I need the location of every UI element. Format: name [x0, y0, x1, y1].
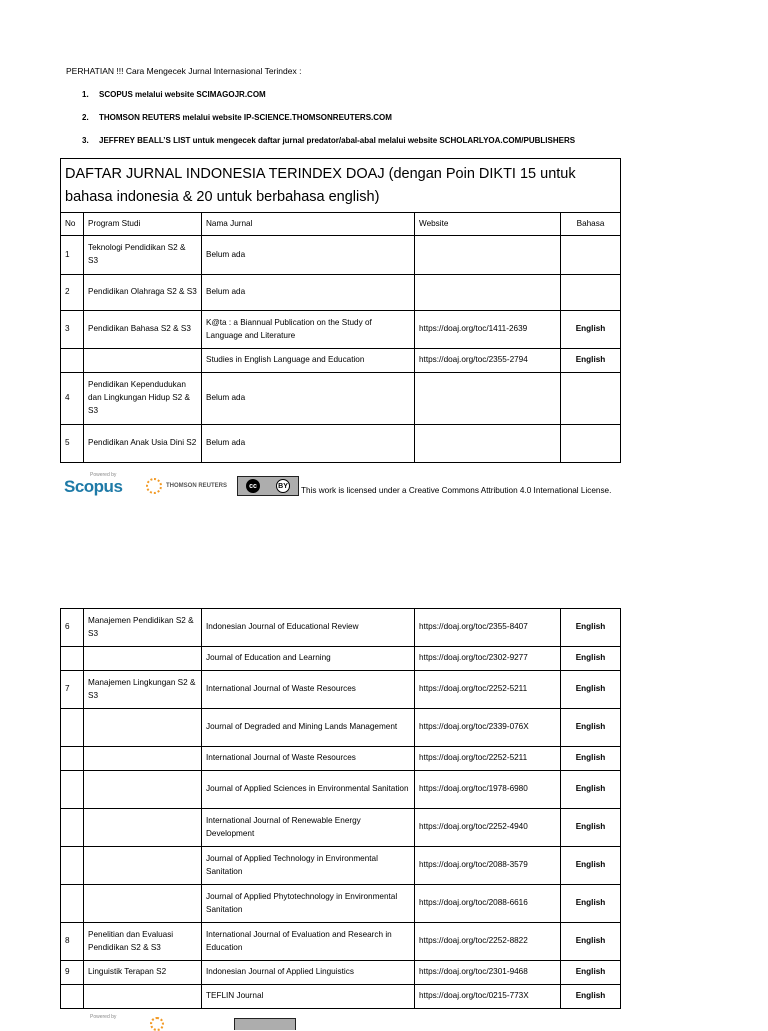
- cell-program: [84, 747, 202, 771]
- journal-table-2: [60, 608, 621, 1009]
- cell-no: [61, 771, 84, 809]
- cell-no: 6: [61, 609, 84, 647]
- cell-no: 4: [61, 373, 84, 425]
- by-icon: BY: [276, 479, 290, 493]
- step-item: 2. THOMSON REUTERS melalui website IP-SCIENCE.THOMSONREUTERS.COM: [82, 113, 575, 136]
- cell-website: https://doaj.org/toc/2088-6616: [415, 885, 561, 923]
- cell-journal: Journal of Applied Sciences in Environmental Sanitation: [202, 771, 415, 809]
- cell-language: [561, 425, 621, 463]
- cell-journal: International Journal of Waste Resources: [202, 747, 415, 771]
- cell-program: Manajemen Lingkungan S2 & S3: [84, 671, 202, 709]
- cell-program: [84, 709, 202, 747]
- cell-journal: Belum ada: [202, 425, 415, 463]
- cell-program: Linguistik Terapan S2: [84, 961, 202, 985]
- cell-no: 8: [61, 923, 84, 961]
- table-row: [61, 771, 621, 809]
- step-text: THOMSON REUTERS melalui website IP-SCIENCE.THOMSONREUTERS.COM: [99, 113, 392, 122]
- cell-language: English: [561, 809, 621, 847]
- cell-no: 7: [61, 671, 84, 709]
- steps-list: [82, 90, 575, 159]
- cell-journal: Studies in English Language and Education: [202, 349, 415, 373]
- cell-website: https://doaj.org/toc/2088-3579: [415, 847, 561, 885]
- table-title: DAFTAR JURNAL INDONESIA TERINDEX DOAJ (dengan Poin DIKTI 15 untuk bahasa indonesia & 20 untuk berbahasa english): [61, 159, 621, 213]
- cell-website: https://doaj.org/toc/2252-5211: [415, 747, 561, 771]
- cell-program: Pendidikan Anak Usia Dini S2: [84, 425, 202, 463]
- table-row: [61, 923, 621, 961]
- cell-journal: Journal of Applied Phytotechnology in Environmental Sanitation: [202, 885, 415, 923]
- cell-no: 3: [61, 311, 84, 349]
- cell-program: Pendidikan Bahasa S2 & S3: [84, 311, 202, 349]
- cell-journal: International Journal of Evaluation and Research in Education: [202, 923, 415, 961]
- step-item: 1. SCOPUS melalui website SCIMAGOJR.COM: [82, 90, 575, 113]
- table-row: [61, 425, 621, 463]
- cell-no: [61, 885, 84, 923]
- cell-journal: Journal of Education and Learning: [202, 647, 415, 671]
- cell-website: https://doaj.org/toc/2301-9468: [415, 961, 561, 985]
- cell-language: English: [561, 847, 621, 885]
- cell-program: [84, 771, 202, 809]
- table-row: [61, 885, 621, 923]
- cell-website: https://doaj.org/toc/0215-773X: [415, 985, 561, 1009]
- creative-commons-badge[interactable]: [234, 1018, 296, 1030]
- cell-no: [61, 985, 84, 1009]
- cell-program: [84, 809, 202, 847]
- cell-no: 1: [61, 236, 84, 275]
- cell-website: https://doaj.org/toc/2252-5211: [415, 671, 561, 709]
- footer-logos-cutoff: [64, 1014, 296, 1028]
- table-row: [61, 961, 621, 985]
- cell-program: [84, 885, 202, 923]
- cell-website: https://doaj.org/toc/1978-6980: [415, 771, 561, 809]
- cell-journal: Indonesian Journal of Educational Review: [202, 609, 415, 647]
- cell-program: [84, 647, 202, 671]
- cell-no: [61, 847, 84, 885]
- cell-no: [61, 809, 84, 847]
- thomson-reuters-logo: THOMSON REUTERS: [166, 483, 228, 489]
- intro-text: PERHATIAN !!! Cara Mengecek Jurnal Internasional Terindex :: [66, 66, 302, 76]
- table-row: [61, 349, 621, 373]
- cell-program: Penelitian dan Evaluasi Pendidikan S2 & S3: [84, 923, 202, 961]
- license-text: This work is licensed under a Creative Commons Attribution 4.0 International License.: [301, 485, 612, 495]
- cell-journal: Indonesian Journal of Applied Linguistics: [202, 961, 415, 985]
- table-row: [61, 311, 621, 349]
- cell-program: [84, 847, 202, 885]
- header-no: No: [61, 213, 84, 236]
- header-program: Program Studi: [84, 213, 202, 236]
- cell-language: English: [561, 349, 621, 373]
- journal-table-1: [60, 158, 621, 463]
- cell-language: [561, 275, 621, 311]
- cell-journal: Journal of Applied Technology in Environmental Sanitation: [202, 847, 415, 885]
- creative-commons-badge[interactable]: [237, 476, 299, 496]
- cell-language: English: [561, 923, 621, 961]
- table-row: [61, 809, 621, 847]
- powered-by-text: Powered by: [90, 1014, 117, 1020]
- step-text: SCOPUS melalui website SCIMAGOJR.COM: [99, 90, 266, 99]
- table-row: [61, 747, 621, 771]
- cell-language: English: [561, 961, 621, 985]
- table-row: [61, 609, 621, 647]
- cell-program: [84, 985, 202, 1009]
- cell-journal: TEFLIN Journal: [202, 985, 415, 1009]
- cell-website: https://doaj.org/toc/2355-2794: [415, 349, 561, 373]
- cell-program: [84, 349, 202, 373]
- cell-language: English: [561, 647, 621, 671]
- cell-no: 5: [61, 425, 84, 463]
- cell-language: English: [561, 671, 621, 709]
- table-row: [61, 275, 621, 311]
- cell-language: English: [561, 885, 621, 923]
- cell-program: Teknologi Pendidikan S2 & S3: [84, 236, 202, 275]
- step-item: 3. JEFFREY BEALL’S LIST untuk mengecek daftar jurnal predator/abal-abal melalui website SCHOLARLYOA.COM/PUBLISHERS: [82, 136, 575, 159]
- cell-website: [415, 373, 561, 425]
- cell-language: [561, 373, 621, 425]
- cell-language: English: [561, 771, 621, 809]
- cell-website: https://doaj.org/toc/2355-8407: [415, 609, 561, 647]
- header-journal: Nama Jurnal: [202, 213, 415, 236]
- table-row: [61, 236, 621, 275]
- cell-no: [61, 709, 84, 747]
- cell-language: English: [561, 609, 621, 647]
- cell-journal: International Journal of Renewable Energy Development: [202, 809, 415, 847]
- cell-program: Pendidikan Olahraga S2 & S3: [84, 275, 202, 311]
- thomson-reuters-icon: [146, 478, 162, 494]
- table-header-row: [61, 213, 621, 236]
- table-row: [61, 647, 621, 671]
- step-text: JEFFREY BEALL’S LIST untuk mengecek daftar jurnal predator/abal-abal melalui website SCHOLARLYOA.COM/PUBLISHERS: [99, 136, 576, 145]
- cc-icon: cc: [246, 479, 260, 493]
- thomson-reuters-icon: [150, 1017, 164, 1031]
- cell-website: https://doaj.org/toc/2339-076X: [415, 709, 561, 747]
- cell-website: [415, 425, 561, 463]
- cell-journal: Belum ada: [202, 236, 415, 275]
- cell-website: [415, 275, 561, 311]
- cell-journal: Journal of Degraded and Mining Lands Management: [202, 709, 415, 747]
- table-row: [61, 671, 621, 709]
- header-website: Website: [415, 213, 561, 236]
- cell-website: [415, 236, 561, 275]
- cell-language: English: [561, 985, 621, 1009]
- cell-program: Pendidikan Kependudukan dan Lingkungan Hidup S2 & S3: [84, 373, 202, 425]
- cell-language: English: [561, 311, 621, 349]
- table-row: [61, 373, 621, 425]
- cell-website: https://doaj.org/toc/2252-8822: [415, 923, 561, 961]
- header-language: Bahasa: [561, 213, 621, 236]
- table-row: [61, 847, 621, 885]
- cell-no: 9: [61, 961, 84, 985]
- scopus-logo: Powered by Scopus: [64, 472, 123, 496]
- cell-website: https://doaj.org/toc/2302-9277: [415, 647, 561, 671]
- cell-no: 2: [61, 275, 84, 311]
- cell-website: https://doaj.org/toc/1411-2639: [415, 311, 561, 349]
- cell-journal: Belum ada: [202, 275, 415, 311]
- table-row: [61, 985, 621, 1009]
- cell-language: [561, 236, 621, 275]
- cell-no: [61, 747, 84, 771]
- cell-no: [61, 647, 84, 671]
- cell-journal: Belum ada: [202, 373, 415, 425]
- cell-language: English: [561, 747, 621, 771]
- footer-logos: [64, 474, 611, 498]
- table-row: [61, 709, 621, 747]
- cell-program: Manajemen Pendidikan S2 & S3: [84, 609, 202, 647]
- cell-journal: International Journal of Waste Resources: [202, 671, 415, 709]
- cell-language: English: [561, 709, 621, 747]
- cell-no: [61, 349, 84, 373]
- cell-website: https://doaj.org/toc/2252-4940: [415, 809, 561, 847]
- cell-journal: K@ta : a Biannual Publication on the Study of Language and Literature: [202, 311, 415, 349]
